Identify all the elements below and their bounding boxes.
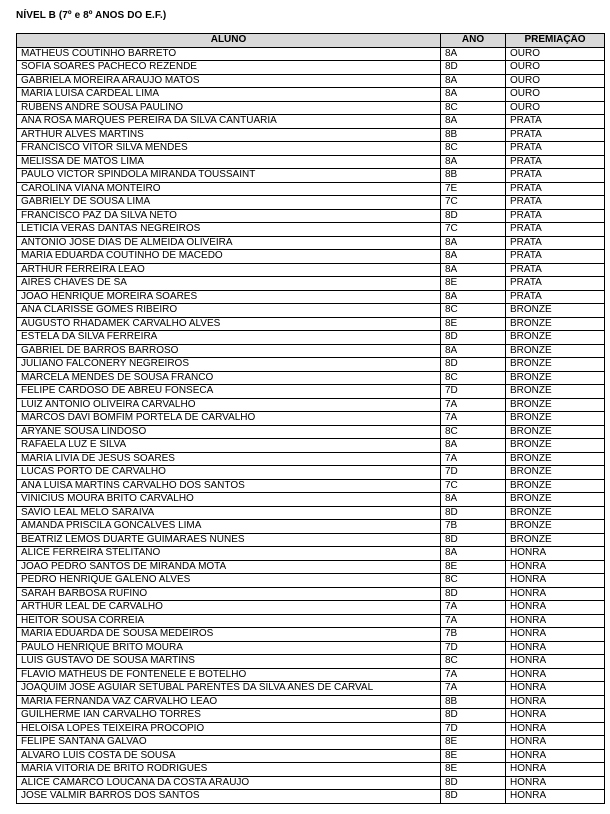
award-cell: HONRA	[506, 709, 605, 723]
student-name-cell: PAULO HENRIQUE BRITO MOURA	[17, 641, 441, 655]
grade-cell: 7C	[441, 223, 506, 237]
table-row	[17, 736, 605, 750]
student-name-cell: ESTELA DA SILVA FERREIRA	[17, 331, 441, 345]
table-row	[17, 641, 605, 655]
student-name-cell: ALICE FERREIRA STELITANO	[17, 547, 441, 561]
student-name-cell: FELIPE SANTANA GALVAO	[17, 736, 441, 750]
student-name-cell: RUBENS ANDRE SOUSA PAULINO	[17, 101, 441, 115]
table-row	[17, 88, 605, 102]
award-cell: PRATA	[506, 182, 605, 196]
award-cell: BRONZE	[506, 479, 605, 493]
student-name-cell: MARIA EDUARDA DE SOUSA MEDEIROS	[17, 628, 441, 642]
award-cell: PRATA	[506, 263, 605, 277]
student-name-cell: SAVIO LEAL MELO SARAIVA	[17, 506, 441, 520]
grade-cell: 8B	[441, 169, 506, 183]
award-cell: PRATA	[506, 169, 605, 183]
award-cell: PRATA	[506, 250, 605, 264]
table-row	[17, 358, 605, 372]
table-row	[17, 115, 605, 129]
student-name-cell: BEATRIZ LEMOS DUARTE GUIMARAES NUNES	[17, 533, 441, 547]
table-row	[17, 601, 605, 615]
grade-cell: 8E	[441, 736, 506, 750]
award-cell: BRONZE	[506, 533, 605, 547]
student-name-cell: MARIA LIVIA DE JESUS SOARES	[17, 452, 441, 466]
grade-cell: 8A	[441, 250, 506, 264]
award-cell: OURO	[506, 101, 605, 115]
award-cell: BRONZE	[506, 506, 605, 520]
table-row	[17, 587, 605, 601]
award-cell: HONRA	[506, 587, 605, 601]
award-cell: PRATA	[506, 155, 605, 169]
student-name-cell: ANA ROSA MARQUES PEREIRA DA SILVA CANTUARIA	[17, 115, 441, 129]
grade-cell: 7D	[441, 722, 506, 736]
student-name-cell: HEITOR SOUSA CORREIA	[17, 614, 441, 628]
table-row	[17, 304, 605, 318]
grade-cell: 8A	[441, 263, 506, 277]
student-name-cell: MARCOS DAVI BOMFIM PORTELA DE CARVALHO	[17, 412, 441, 426]
table-row	[17, 371, 605, 385]
award-cell: BRONZE	[506, 331, 605, 345]
column-header-premiacao: PREMIAÇÃO	[506, 34, 605, 48]
grade-cell: 7D	[441, 466, 506, 480]
student-name-cell: ARTHUR ALVES MARTINS	[17, 128, 441, 142]
student-name-cell: JOAO HENRIQUE MOREIRA SOARES	[17, 290, 441, 304]
award-cell: HONRA	[506, 668, 605, 682]
grade-cell: 8D	[441, 790, 506, 804]
award-cell: BRONZE	[506, 317, 605, 331]
grade-cell: 8D	[441, 533, 506, 547]
table-row	[17, 709, 605, 723]
grade-cell: 8C	[441, 142, 506, 156]
table-row	[17, 695, 605, 709]
grade-cell: 7B	[441, 628, 506, 642]
grade-cell: 8C	[441, 655, 506, 669]
grade-cell: 8A	[441, 47, 506, 61]
header-row	[17, 34, 605, 48]
award-cell: HONRA	[506, 736, 605, 750]
award-cell: BRONZE	[506, 493, 605, 507]
student-name-cell: HELOISA LOPES TEIXEIRA PROCOPIO	[17, 722, 441, 736]
table-row	[17, 749, 605, 763]
award-cell: PRATA	[506, 128, 605, 142]
grade-cell: 8A	[441, 439, 506, 453]
grade-cell: 8D	[441, 331, 506, 345]
table-row	[17, 520, 605, 534]
student-name-cell: AUGUSTO RHADAMEK CARVALHO ALVES	[17, 317, 441, 331]
grade-cell: 7C	[441, 479, 506, 493]
table-row	[17, 790, 605, 804]
table-row	[17, 452, 605, 466]
student-name-cell: JOSE VALMIR BARROS DOS SANTOS	[17, 790, 441, 804]
award-cell: HONRA	[506, 560, 605, 574]
table-row	[17, 506, 605, 520]
award-cell: BRONZE	[506, 304, 605, 318]
award-cell: HONRA	[506, 601, 605, 615]
award-cell: HONRA	[506, 641, 605, 655]
student-name-cell: GABRIELA MOREIRA ARAUJO MATOS	[17, 74, 441, 88]
table-row	[17, 763, 605, 777]
table-row	[17, 47, 605, 61]
award-cell: HONRA	[506, 776, 605, 790]
table-row	[17, 155, 605, 169]
table-row	[17, 142, 605, 156]
table-row	[17, 385, 605, 399]
award-cell: BRONZE	[506, 452, 605, 466]
results-table	[16, 33, 605, 804]
student-name-cell: MARIA FERNANDA VAZ CARVALHO LEAO	[17, 695, 441, 709]
award-cell: OURO	[506, 74, 605, 88]
table-row	[17, 277, 605, 291]
grade-cell: 7D	[441, 641, 506, 655]
table-row	[17, 196, 605, 210]
student-name-cell: VINICIUS MOURA BRITO CARVALHO	[17, 493, 441, 507]
grade-cell: 8E	[441, 317, 506, 331]
table-row	[17, 776, 605, 790]
award-cell: PRATA	[506, 277, 605, 291]
grade-cell: 8C	[441, 101, 506, 115]
grade-cell: 7C	[441, 196, 506, 210]
table-row	[17, 628, 605, 642]
student-name-cell: LUIS GUSTAVO DE SOUSA MARTINS	[17, 655, 441, 669]
grade-cell: 8A	[441, 115, 506, 129]
grade-cell: 8A	[441, 344, 506, 358]
award-cell: HONRA	[506, 763, 605, 777]
award-cell: BRONZE	[506, 520, 605, 534]
award-cell: BRONZE	[506, 385, 605, 399]
grade-cell: 8E	[441, 560, 506, 574]
student-name-cell: JOAQUIM JOSE AGUIAR SETUBAL PARENTES DA SILVA ANES DE CARVAL	[17, 682, 441, 696]
grade-cell: 8D	[441, 776, 506, 790]
table-row	[17, 425, 605, 439]
student-name-cell: MATHEUS COUTINHO BARRETO	[17, 47, 441, 61]
student-name-cell: FELIPE CARDOSO DE ABREU FONSECA	[17, 385, 441, 399]
award-cell: OURO	[506, 47, 605, 61]
award-cell: HONRA	[506, 574, 605, 588]
grade-cell: 7A	[441, 614, 506, 628]
grade-cell: 8B	[441, 695, 506, 709]
student-name-cell: PEDRO HENRIQUE GALENO ALVES	[17, 574, 441, 588]
table-row	[17, 479, 605, 493]
award-cell: BRONZE	[506, 439, 605, 453]
table-row	[17, 317, 605, 331]
grade-cell: 8A	[441, 74, 506, 88]
column-header-aluno: ALUNO	[17, 34, 441, 48]
award-cell: PRATA	[506, 236, 605, 250]
student-name-cell: LUIZ ANTONIO OLIVEIRA CARVALHO	[17, 398, 441, 412]
table-row	[17, 547, 605, 561]
grade-cell: 8B	[441, 128, 506, 142]
grade-cell: 8E	[441, 763, 506, 777]
grade-cell: 7B	[441, 520, 506, 534]
student-name-cell: JULIANO FALCONERY NEGREIROS	[17, 358, 441, 372]
award-cell: OURO	[506, 88, 605, 102]
student-name-cell: CAROLINA VIANA MONTEIRO	[17, 182, 441, 196]
table-row	[17, 209, 605, 223]
grade-cell: 8D	[441, 358, 506, 372]
grade-cell: 8C	[441, 304, 506, 318]
award-cell: HONRA	[506, 790, 605, 804]
student-name-cell: AIRES CHAVES DE SA	[17, 277, 441, 291]
table-row	[17, 250, 605, 264]
award-cell: HONRA	[506, 695, 605, 709]
student-name-cell: JOAO PEDRO SANTOS DE MIRANDA MOTA	[17, 560, 441, 574]
student-name-cell: GUILHERME IAN CARVALHO TORRES	[17, 709, 441, 723]
student-name-cell: ARYANE SOUSA LINDOSO	[17, 425, 441, 439]
student-name-cell: ANA LUISA MARTINS CARVALHO DOS SANTOS	[17, 479, 441, 493]
grade-cell: 8E	[441, 277, 506, 291]
table-row	[17, 290, 605, 304]
award-cell: PRATA	[506, 290, 605, 304]
table-row	[17, 668, 605, 682]
table-row	[17, 331, 605, 345]
grade-cell: 7A	[441, 682, 506, 696]
grade-cell: 8C	[441, 425, 506, 439]
table-row	[17, 533, 605, 547]
grade-cell: 7A	[441, 601, 506, 615]
student-name-cell: ANA CLARISSE GOMES RIBEIRO	[17, 304, 441, 318]
student-name-cell: MARIA LUISA CARDEAL LIMA	[17, 88, 441, 102]
award-cell: PRATA	[506, 142, 605, 156]
student-name-cell: ARTHUR LEAL DE CARVALHO	[17, 601, 441, 615]
grade-cell: 8A	[441, 493, 506, 507]
grade-cell: 7E	[441, 182, 506, 196]
student-name-cell: ANTONIO JOSE DIAS DE ALMEIDA OLIVEIRA	[17, 236, 441, 250]
student-name-cell: RAFAELA LUZ E SILVA	[17, 439, 441, 453]
student-name-cell: MARIA VITORIA DE BRITO RODRIGUES	[17, 763, 441, 777]
award-cell: BRONZE	[506, 466, 605, 480]
grade-cell: 8E	[441, 749, 506, 763]
award-cell: PRATA	[506, 223, 605, 237]
table-row	[17, 466, 605, 480]
student-name-cell: ALVARO LUIS COSTA DE SOUSA	[17, 749, 441, 763]
grade-cell: 7A	[441, 398, 506, 412]
award-cell: PRATA	[506, 209, 605, 223]
award-cell: BRONZE	[506, 371, 605, 385]
table-row	[17, 682, 605, 696]
award-cell: BRONZE	[506, 412, 605, 426]
table-row	[17, 614, 605, 628]
table-row	[17, 223, 605, 237]
student-name-cell: GABRIEL DE BARROS BARROSO	[17, 344, 441, 358]
table-row	[17, 74, 605, 88]
student-name-cell: SOFIA SOARES PACHECO REZENDE	[17, 61, 441, 75]
student-name-cell: ARTHUR FERREIRA LEAO	[17, 263, 441, 277]
grade-cell: 8A	[441, 88, 506, 102]
grade-cell: 7A	[441, 412, 506, 426]
grade-cell: 7A	[441, 452, 506, 466]
grade-cell: 8C	[441, 371, 506, 385]
award-cell: HONRA	[506, 614, 605, 628]
table-row	[17, 722, 605, 736]
student-name-cell: FRANCISCO PAZ DA SILVA NETO	[17, 209, 441, 223]
table-row	[17, 493, 605, 507]
student-name-cell: ALICE CAMARCO LOUCANA DA COSTA ARAUJO	[17, 776, 441, 790]
award-cell: HONRA	[506, 682, 605, 696]
student-name-cell: MARCELA MENDES DE SOUSA FRANCO	[17, 371, 441, 385]
award-cell: BRONZE	[506, 425, 605, 439]
award-cell: BRONZE	[506, 344, 605, 358]
table-header	[17, 34, 605, 48]
award-cell: OURO	[506, 61, 605, 75]
table-row	[17, 263, 605, 277]
grade-cell: 7A	[441, 668, 506, 682]
award-cell: HONRA	[506, 749, 605, 763]
award-cell: HONRA	[506, 655, 605, 669]
table-row	[17, 398, 605, 412]
award-cell: PRATA	[506, 196, 605, 210]
grade-cell: 8C	[441, 574, 506, 588]
grade-cell: 8A	[441, 155, 506, 169]
grade-cell: 8D	[441, 587, 506, 601]
table-row	[17, 182, 605, 196]
table-row	[17, 236, 605, 250]
student-name-cell: SARAH BARBOSA RUFINO	[17, 587, 441, 601]
award-cell: PRATA	[506, 115, 605, 129]
grade-cell: 8A	[441, 236, 506, 250]
student-name-cell: LUCAS PORTO DE CARVALHO	[17, 466, 441, 480]
award-cell: BRONZE	[506, 358, 605, 372]
table-body	[17, 47, 605, 803]
award-cell: HONRA	[506, 722, 605, 736]
table-row	[17, 169, 605, 183]
award-cell: BRONZE	[506, 398, 605, 412]
grade-cell: 8D	[441, 709, 506, 723]
grade-cell: 7D	[441, 385, 506, 399]
table-row	[17, 560, 605, 574]
table-row	[17, 61, 605, 75]
student-name-cell: MELISSA DE MATOS LIMA	[17, 155, 441, 169]
table-row	[17, 574, 605, 588]
student-name-cell: GABRIELY DE SOUSA LIMA	[17, 196, 441, 210]
page-title: NÍVEL B (7º e 8º ANOS DO E.F.)	[16, 10, 167, 21]
student-name-cell: FRANCISCO VITOR SILVA MENDES	[17, 142, 441, 156]
column-header-ano: ANO	[441, 34, 506, 48]
table-row	[17, 412, 605, 426]
student-name-cell: AMANDA PRISCILA GONCALVES LIMA	[17, 520, 441, 534]
grade-cell: 8D	[441, 61, 506, 75]
grade-cell: 8D	[441, 209, 506, 223]
table-row	[17, 344, 605, 358]
award-cell: HONRA	[506, 628, 605, 642]
grade-cell: 8D	[441, 506, 506, 520]
student-name-cell: MARIA EDUARDA COUTINHO DE MACEDO	[17, 250, 441, 264]
grade-cell: 8A	[441, 547, 506, 561]
grade-cell: 8A	[441, 290, 506, 304]
student-name-cell: LETICIA VERAS DANTAS NEGREIROS	[17, 223, 441, 237]
table-row	[17, 128, 605, 142]
student-name-cell: PAULO VICTOR SPINDOLA MIRANDA TOUSSAINT	[17, 169, 441, 183]
table-row	[17, 439, 605, 453]
award-cell: HONRA	[506, 547, 605, 561]
table-row	[17, 655, 605, 669]
table-row	[17, 101, 605, 115]
student-name-cell: FLAVIO MATHEUS DE FONTENELE E BOTELHO	[17, 668, 441, 682]
